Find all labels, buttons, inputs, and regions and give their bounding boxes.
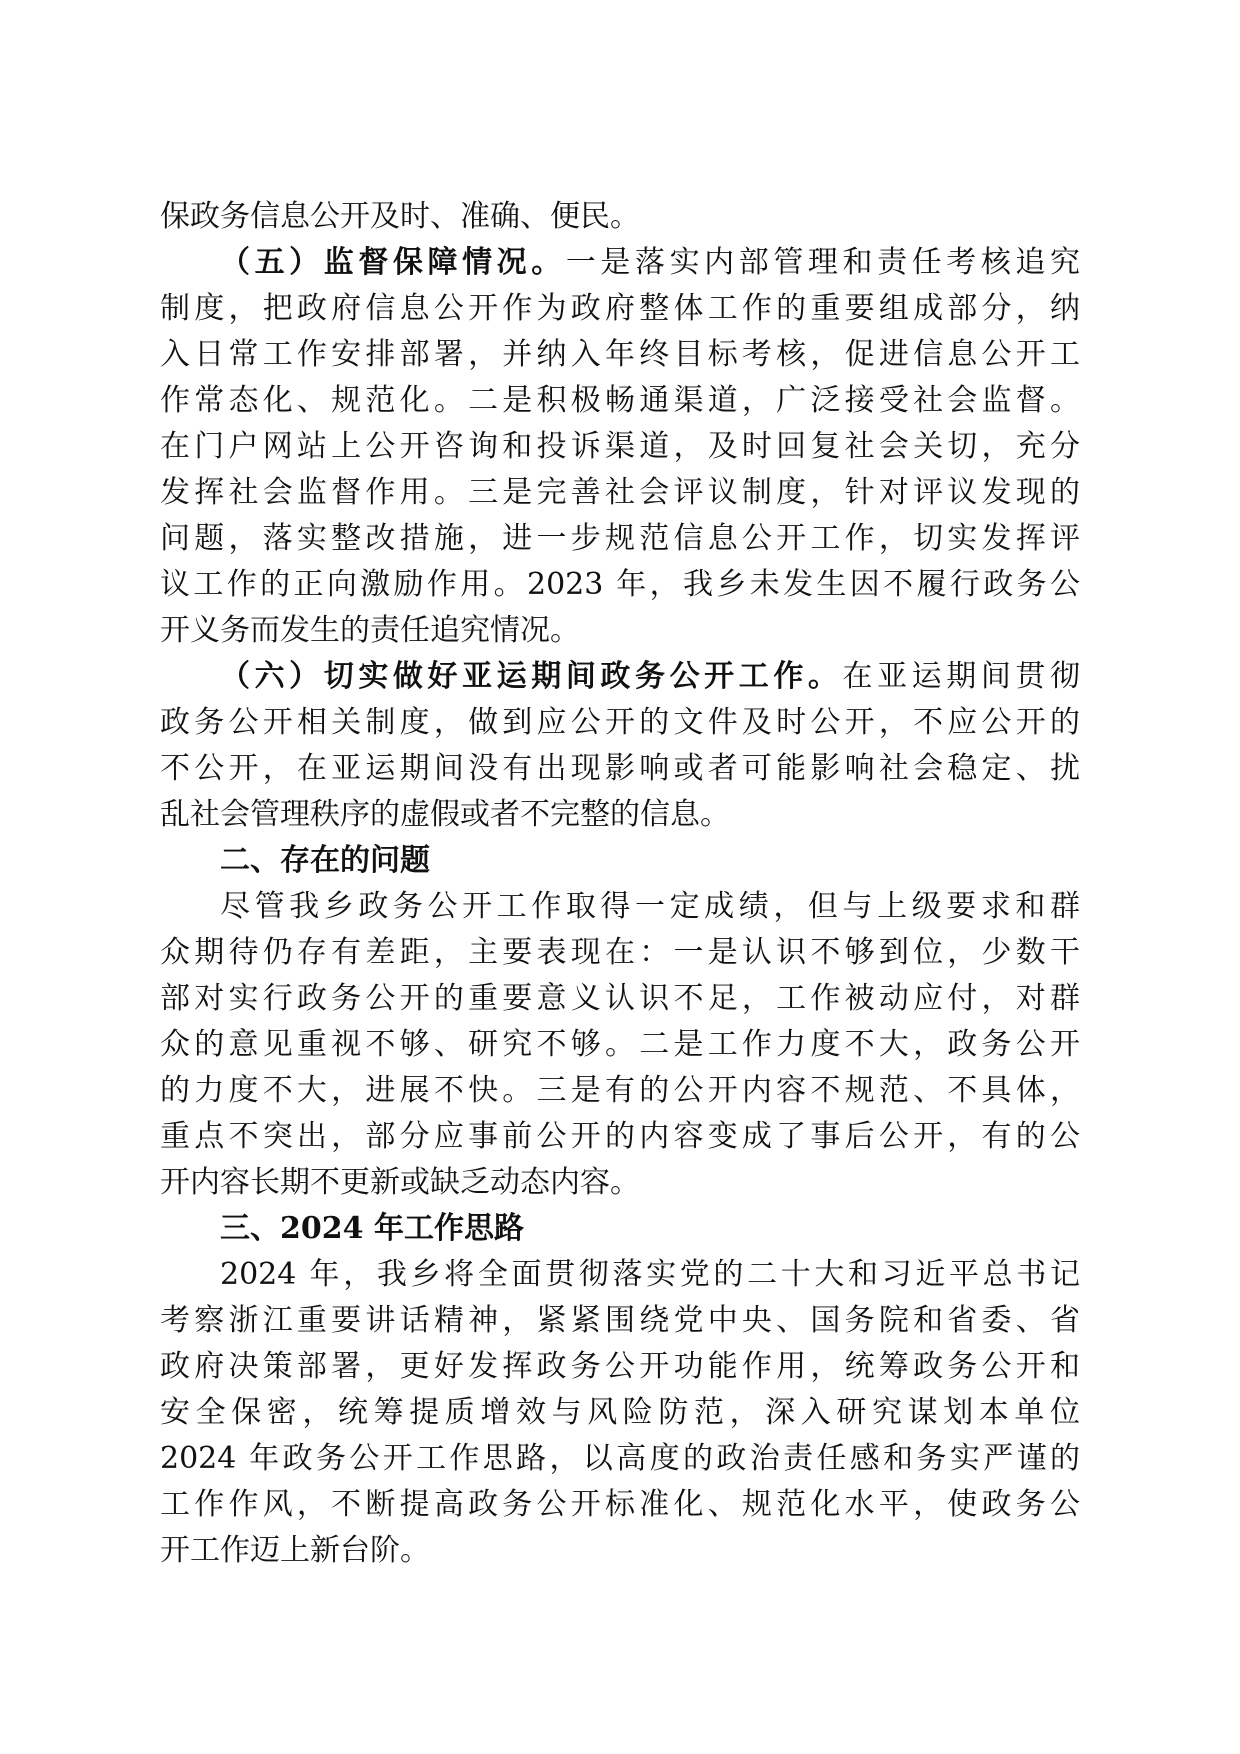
paragraph-line: 入日常工作安排部署，并纳入年终目标考核，促进信息公开工 bbox=[160, 337, 1080, 372]
paragraph-line: 考察浙江重要讲话精神，紧紧围绕党中央、国务院和省委、省 bbox=[160, 1303, 1080, 1338]
paragraph-line: 议工作的正向激励作用。2023 年，我乡未发生因不履行政务公 bbox=[160, 567, 1080, 602]
paragraph-line: 众期待仍存有差距，主要表现在：一是认识不够到位，少数干 bbox=[160, 935, 1080, 970]
paragraph-line: 在门户网站上公开咨询和投诉渠道，及时回复社会关切，充分 bbox=[160, 429, 1080, 464]
paragraph-line: 保政务信息公开及时、准确、便民。 bbox=[160, 199, 640, 234]
paragraph-line: 开义务而发生的责任追究情况。 bbox=[160, 613, 580, 648]
heading-existing-problems: 二、存在的问题 bbox=[220, 843, 430, 878]
paragraph-line: 开内容长期不更新或缺乏动态内容。 bbox=[160, 1165, 640, 1200]
paragraph-line: 工作作风，不断提高政务公开标准化、规范化水平，使政务公 bbox=[160, 1487, 1080, 1522]
heading-work-plan-2024: 三、2024 年工作思路 bbox=[220, 1211, 524, 1246]
paragraph-line: 问题，落实整改措施，进一步规范信息公开工作，切实发挥评 bbox=[160, 521, 1080, 556]
paragraph-line: 安全保密，统筹提质增效与风险防范，深入研究谋划本单位 bbox=[160, 1395, 1080, 1430]
paragraph-line: 尽管我乡政务公开工作取得一定成绩，但与上级要求和群 bbox=[220, 889, 1080, 924]
paragraph-line: 乱社会管理秩序的虚假或者不完整的信息。 bbox=[160, 797, 730, 832]
section-heading-five: （五）监督保障情况。 bbox=[220, 245, 566, 280]
paragraph-line: 的力度不大，进展不快。三是有的公开内容不规范、不具体， bbox=[160, 1073, 1080, 1108]
paragraph-line: 制度，把政府信息公开作为政府整体工作的重要组成部分，纳 bbox=[160, 291, 1080, 326]
paragraph-line: 作常态化、规范化。二是积极畅通渠道，广泛接受社会监督。 bbox=[160, 383, 1080, 418]
section-five-first-line bbox=[160, 240, 1080, 286]
section-heading-six: （六）切实做好亚运期间政务公开工作。 bbox=[220, 659, 843, 694]
paragraph-text: 在亚运期间贯彻 bbox=[842, 659, 1080, 694]
section-six-first-line bbox=[160, 654, 1080, 700]
paragraph-line: 部对实行政务公开的重要意义认识不足，工作被动应付，对群 bbox=[160, 981, 1080, 1016]
document-page bbox=[160, 194, 1080, 1574]
paragraph-line: 2024 年政务公开工作思路，以高度的政治责任感和务实严谨的 bbox=[160, 1441, 1080, 1476]
paragraph-line: 发挥社会监督作用。三是完善社会评议制度，针对评议发现的 bbox=[160, 475, 1080, 510]
paragraph-line: 政务公开相关制度，做到应公开的文件及时公开，不应公开的 bbox=[160, 705, 1080, 740]
paragraph-line: 政府决策部署，更好发挥政务公开功能作用，统筹政务公开和 bbox=[160, 1349, 1080, 1384]
paragraph-line: 2024 年，我乡将全面贯彻落实党的二十大和习近平总书记 bbox=[220, 1257, 1080, 1292]
paragraph-line: 众的意见重视不够、研究不够。二是工作力度不大，政务公开 bbox=[160, 1027, 1080, 1062]
paragraph-line: 重点不突出，部分应事前公开的内容变成了事后公开，有的公 bbox=[160, 1119, 1080, 1154]
paragraph-text: 一是落实内部管理和责任考核追究 bbox=[565, 245, 1080, 280]
paragraph-line: 开工作迈上新台阶。 bbox=[160, 1533, 430, 1568]
paragraph-line: 不公开，在亚运期间没有出现影响或者可能影响社会稳定、扰 bbox=[160, 751, 1080, 786]
